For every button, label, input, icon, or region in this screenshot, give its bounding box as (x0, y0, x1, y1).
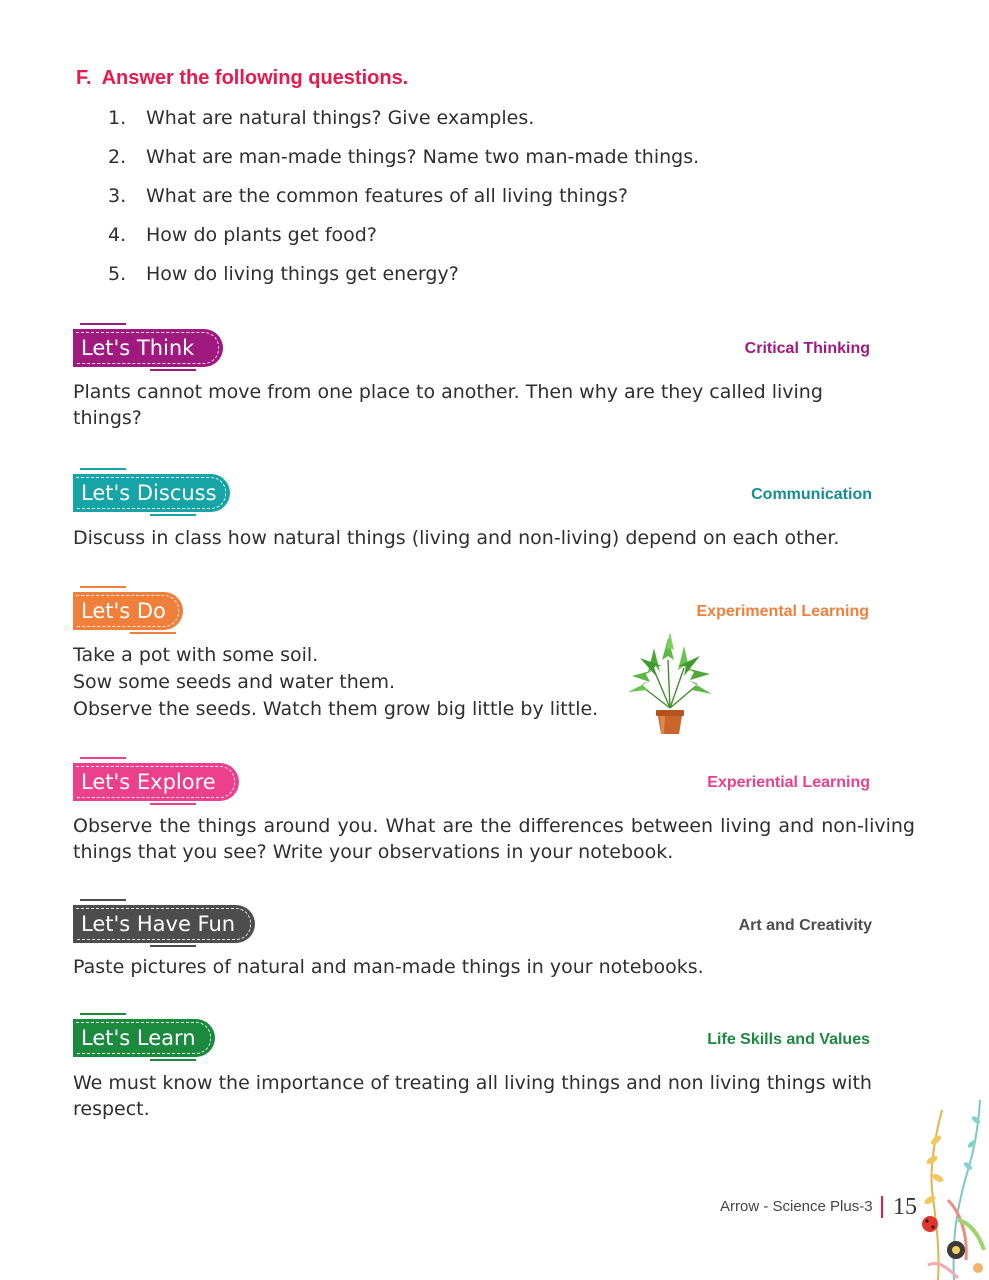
section-title: Answer the following questions. (101, 67, 409, 89)
question-text: How do living things get energy? (146, 263, 459, 285)
decorative-line (130, 632, 176, 634)
skill-critical-thinking: Critical Thinking (744, 340, 870, 357)
do-step: Observe the seeds. Watch them grow big little by little. (73, 698, 599, 720)
question-item (108, 181, 868, 220)
explore-text: Observe the things around you. What are the differences between living and non-living things that you see? Write your observations in your notebook. (73, 815, 915, 863)
question-item (108, 220, 868, 259)
question-text: How do plants get food? (146, 224, 377, 246)
lets-explore-badge: Let's Explore (73, 763, 239, 801)
skill-experimental-learning: Experimental Learning (696, 603, 869, 620)
lets-learn-badge: Let's Learn (73, 1019, 215, 1057)
lets-have-fun-badge: Let's Have Fun (73, 905, 255, 943)
do-text (73, 642, 633, 723)
decorative-line (80, 899, 126, 901)
potted-plant-image (624, 630, 716, 736)
footer-divider (881, 1196, 883, 1218)
decorative-line (80, 757, 126, 759)
question-number: 1. (108, 107, 127, 129)
question-text: What are man-made things? Name two man-made things. (146, 146, 700, 168)
page-number: 15 (893, 1194, 917, 1220)
do-step: Sow some seeds and water them. (73, 671, 395, 693)
question-list (108, 103, 868, 298)
lets-do-badge: Let's Do (73, 592, 183, 630)
floral-decoration-icon (918, 1100, 989, 1280)
decorative-line (150, 945, 196, 947)
think-text: Plants cannot move from one place to another. Then why are they called living things? (73, 381, 823, 429)
skill-life-skills-and-values: Life Skills and Values (707, 1031, 870, 1048)
lets-discuss-badge: Let's Discuss (73, 474, 230, 512)
question-number: 3. (108, 185, 127, 207)
decorative-line (80, 1013, 126, 1015)
skill-communication: Communication (751, 486, 872, 503)
learn-text: We must know the importance of treating all living things and non living things with respect. (73, 1072, 872, 1120)
decorative-line (150, 369, 196, 371)
skill-art-and-creativity: Art and Creativity (738, 917, 872, 934)
lets-think-badge: Let's Think (73, 329, 223, 367)
decorative-line (150, 514, 196, 516)
question-text: What are natural things? Give examples. (146, 107, 535, 129)
question-item (108, 142, 868, 181)
skill-experiential-learning: Experiential Learning (707, 774, 870, 791)
question-number: 2. (108, 146, 127, 168)
question-item (108, 259, 868, 298)
question-text: What are the common features of all living things? (146, 185, 628, 207)
decorative-line (80, 323, 126, 325)
discuss-text: Discuss in class how natural things (living and non-living) depend on each other. (73, 527, 840, 549)
decorative-line (80, 586, 126, 588)
question-item (108, 103, 868, 142)
decorative-line (150, 1059, 196, 1061)
do-step: Take a pot with some soil. (73, 644, 319, 666)
book-title: Arrow - Science Plus-3 (720, 1198, 873, 1215)
section-letter: F. (76, 67, 92, 89)
fun-text: Paste pictures of natural and man-made things in your notebooks. (73, 956, 704, 978)
section-heading (76, 67, 408, 90)
question-number: 4. (108, 224, 127, 246)
decorative-line (80, 468, 126, 470)
decorative-line (150, 803, 196, 805)
question-number: 5. (108, 263, 127, 285)
